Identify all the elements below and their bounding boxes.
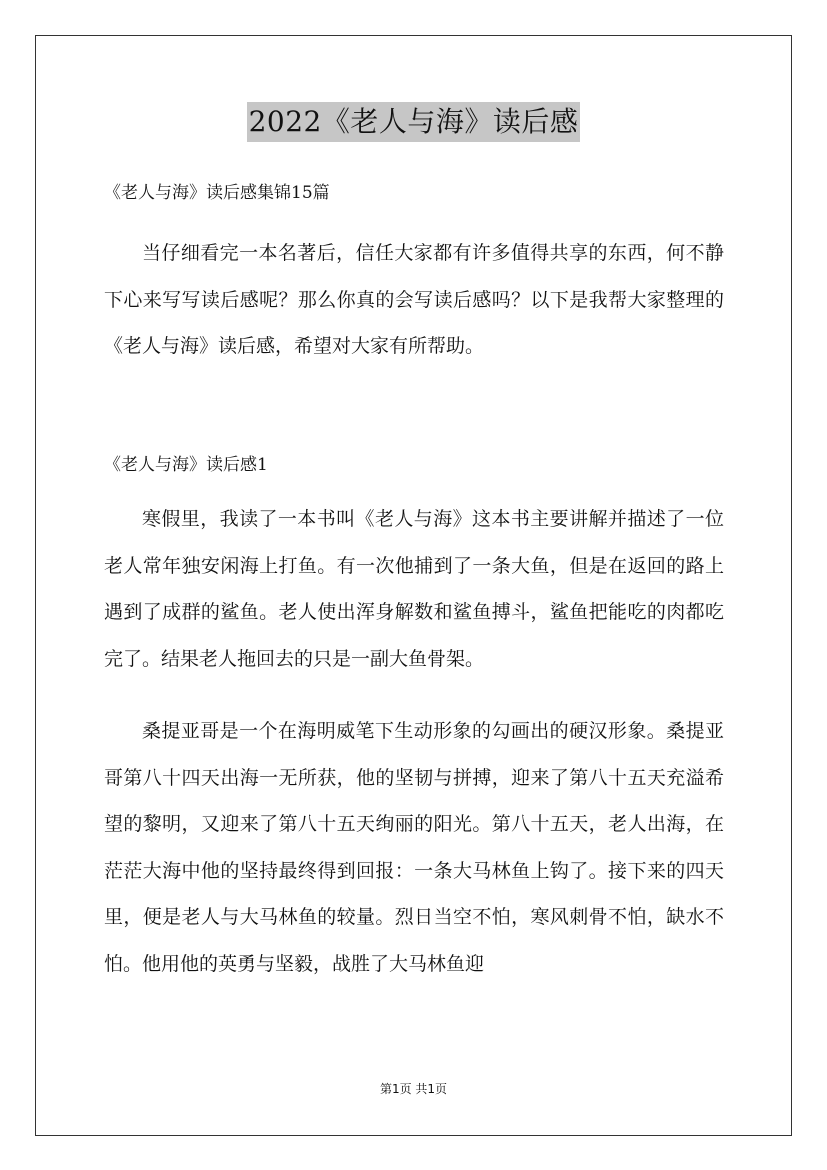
document-title: 2022《老人与海》读后感 bbox=[247, 102, 581, 142]
intro-paragraph: 当仔细看完一本名著后，信任大家都有许多值得共享的东西，何不静下心来写写读后感呢？那么你真的会写读后感吗？以下是我帮大家整理的《老人与海》读后感，希望对大家有所帮助。 bbox=[104, 242, 724, 357]
document-subtitle: 《老人与海》读后感集锦15篇 bbox=[104, 183, 330, 203]
body-paragraph-1: 寒假里，我读了一本书叫《老人与海》这本书主要讲解并描述了一位老人常年独安闲海上打鱼。有一次他捕到了一条大鱼，但是在返回的路上遇到了成群的鲨鱼。老人使出浑身解数和鲨鱼搏斗，鲨鱼把能吃的肉都吃完了。结果老人拖回去的只是一副大鱼骨架。 bbox=[104, 508, 724, 670]
body-paragraph-2: 桑提亚哥是一个在海明威笔下生动形象的勾画出的硬汉形象。桑提亚哥第八十四天出海一无所获，他的坚韧与拼搏，迎来了第八十五天充溢希望的黎明，又迎来了第八十五天绚丽的阳光。第八十五天，老人出海，在茫茫大海中他的坚持最终得到回报：一条大马林鱼上钩了。接下来的四天里，便是老人与大马林鱼的较量。烈日当空不怕，寒风刺骨不怕，缺水不怕。他用他的英勇与坚毅，战胜了大马林鱼迎 bbox=[104, 720, 724, 975]
title-container bbox=[0, 102, 827, 142]
section-heading: 《老人与海》读后感1 bbox=[104, 455, 268, 475]
page-number-footer: 第1页 共1页 bbox=[379, 1082, 448, 1096]
